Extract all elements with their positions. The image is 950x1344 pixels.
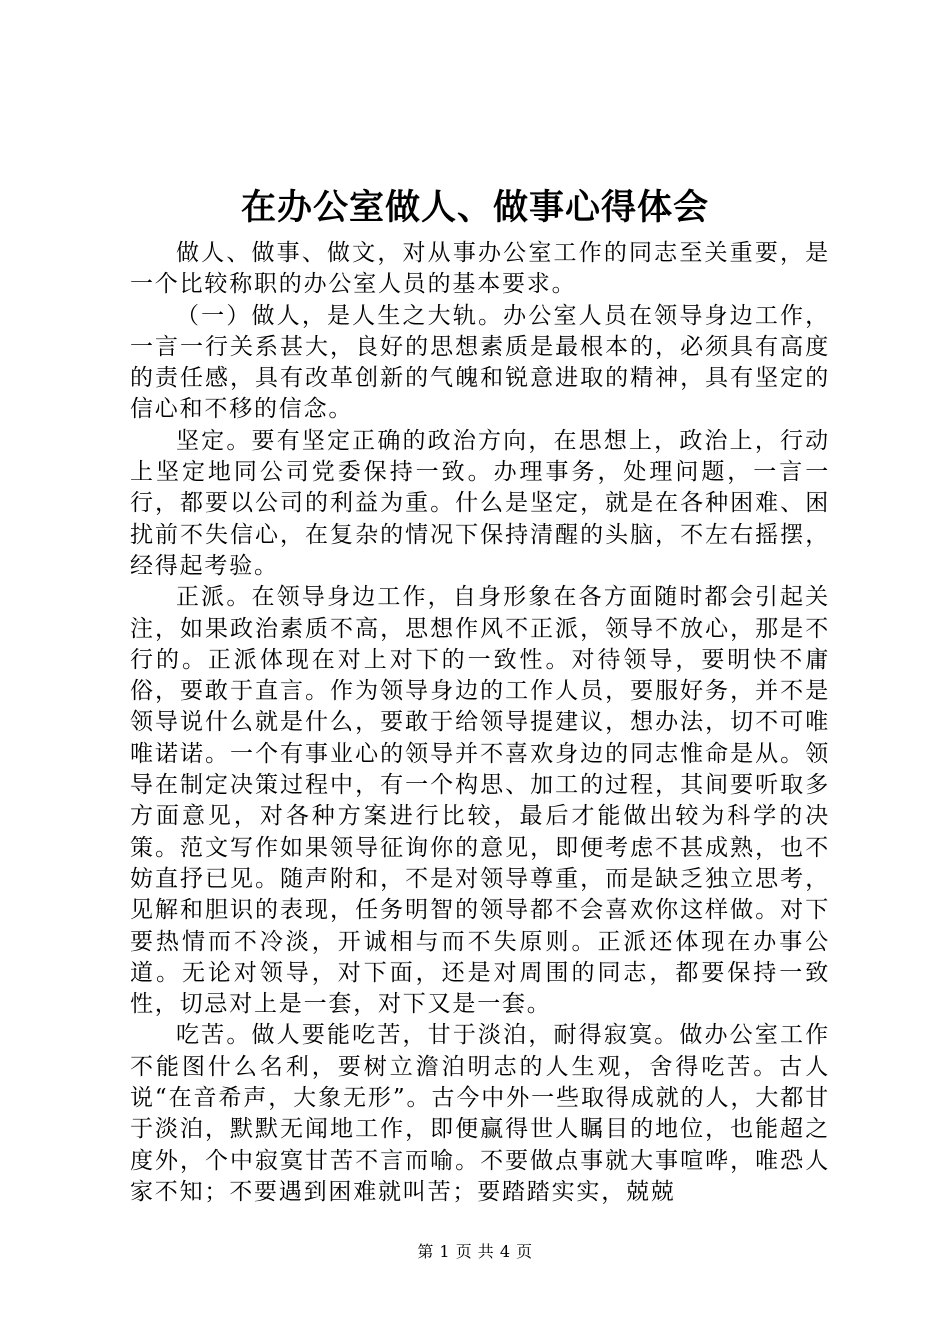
paragraph-integrity: 正派。在领导身边工作，自身形象在各方面随时都会引起关注，如果政治素质不高，思想作风不正派，领导不放心，那是不行的。正派体现在对上对下的一致性。对待领导，要明快不庸俗，要敢于直言。作为领导身边的工作人员，要服好务，并不是领导说什么就是什么，要敢于给领导提建议，想办法，切不可唯唯诺诺。一个有事业心的领导并不喜欢身边的同志惟命是从。领导在制定决策过程中，有一个构思、加工的过程，其间要听取多方面意见，对各种方案进行比较，最后才能做出较为科学的决策。范文写作如果领导征询你的意见，即便考虑不甚成熟，也不妨直抒已见。随声附和，不是对领导尊重，而是缺乏独立思考，见解和胆识的表现，任务明智的领导都不会喜欢你这样做。对下要热情而不冷淡，开诚相与而不失原则。正派还体现在办事公道。无论对领导，对下面，还是对周围的同志，都要保持一致性，切忌对上是一套，对下又是一套。 — [130, 584, 830, 1018]
document-title: 在办公室做人、做事心得体会 — [240, 188, 709, 228]
document-body — [130, 238, 830, 1208]
paragraph-intro: 做人、做事、做文，对从事办公室工作的同志至关重要，是一个比较称职的办公室人员的基本要求。 — [130, 240, 830, 298]
paragraph-section-one: （一）做人，是人生之大轨。办公室人员在领导身边工作，一言一行关系甚大，良好的思想素质是最根本的，必须具有高度的责任感，具有改革创新的气魄和锐意进取的精神，具有坚定的信心和不移的信念。 — [130, 302, 830, 423]
paragraph-hardship: 吃苦。做人要能吃苦，甘于淡泊，耐得寂寞。做办公室工作不能图什么名利，要树立澹泊明志的人生观，舍得吃苦。古人说“在音希声，大象无形”。古今中外一些取得成就的人，大都甘于淡泊，默默无闻地工作，即便赢得世人瞩目的地位，也能超之度外，个中寂寞甘苦不言而喻。不要做点事就大事喧哗，唯恐人家不知；不要遇到困难就叫苦；要踏踏实实，兢兢 — [130, 1022, 830, 1205]
paragraph-firmness: 坚定。要有坚定正确的政治方向，在思想上，政治上，行动上坚定地同公司党委保持一致。办理事务，处理问题，一言一行，都要以公司的利益为重。什么是坚定，就是在各种困难、困扰前不失信心，在复杂的情况下保持清醒的头脑，不左右摇摆，经得起考验。 — [130, 427, 830, 579]
page-number-footer: 第 1 页 共 4 页 — [417, 1242, 533, 1261]
